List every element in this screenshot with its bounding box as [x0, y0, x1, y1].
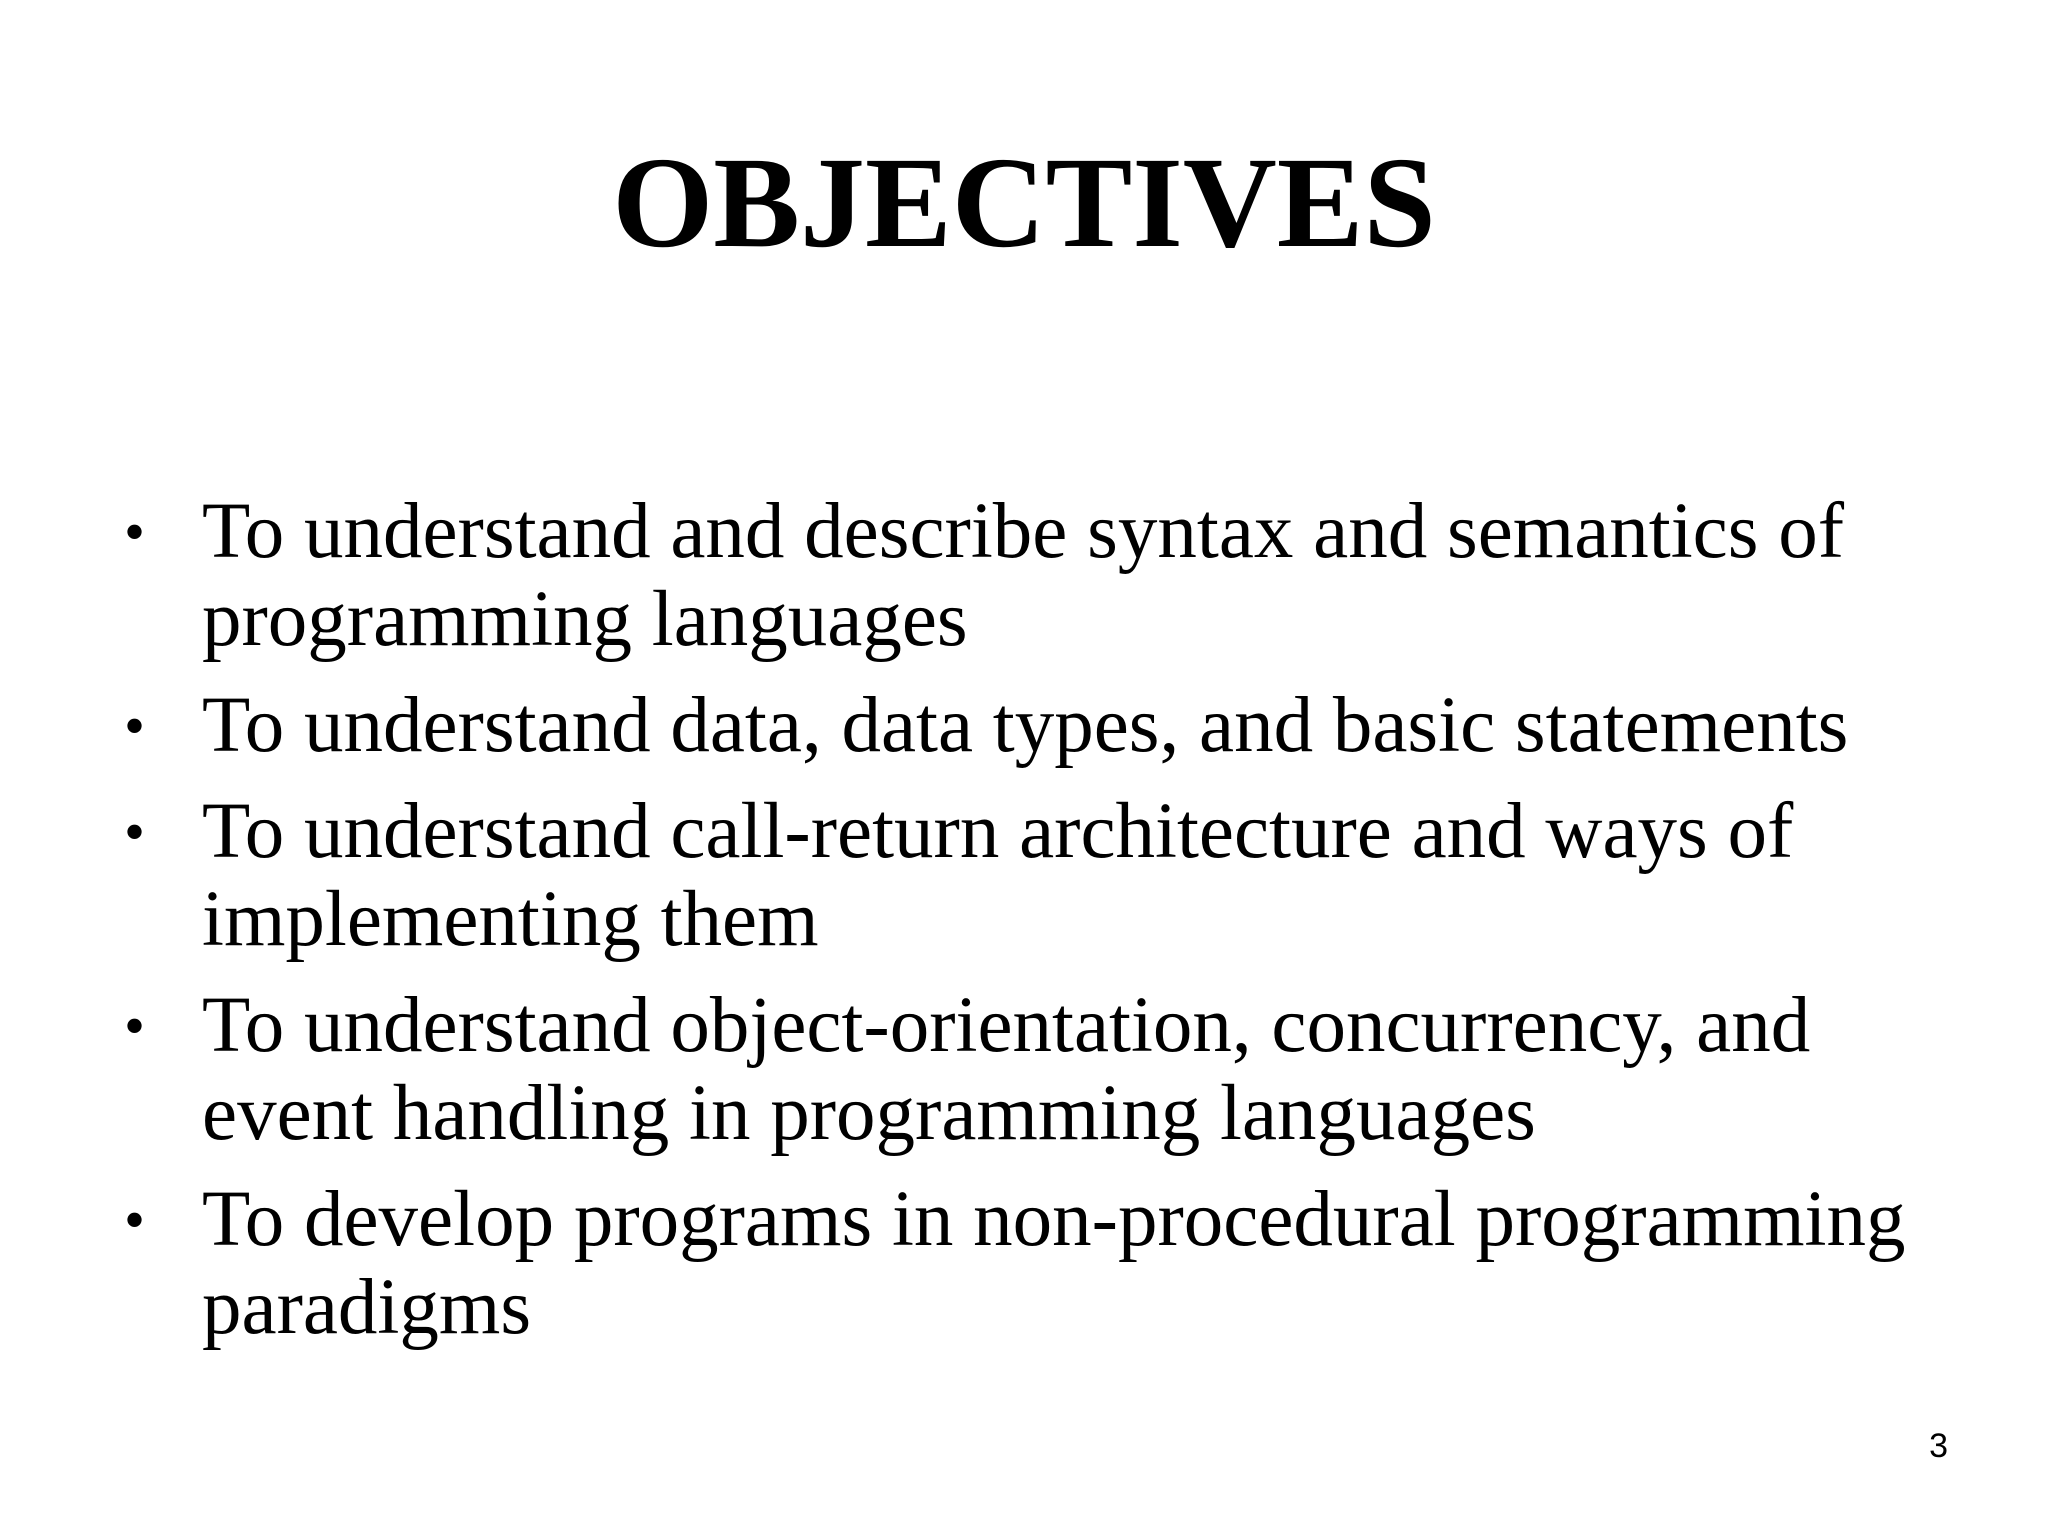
- list-item: [120, 1176, 1970, 1352]
- bullet-icon: •: [124, 499, 146, 565]
- list-item: [120, 682, 1970, 770]
- slide-title: OBJECTIVES: [612, 131, 1436, 275]
- list-item: [120, 788, 1970, 964]
- bullet-icon: •: [124, 693, 146, 759]
- list-item: [120, 982, 1970, 1158]
- objectives-list: [120, 488, 1970, 1370]
- bullet-icon: •: [124, 1187, 146, 1253]
- list-item: [120, 488, 1970, 664]
- bullet-text: To understand call-return architecture and ways of implementing them: [202, 788, 1794, 963]
- page-number: 3: [1929, 1427, 1948, 1465]
- bullet-text: To understand object-orientation, concurrency, and event handling in programming languages: [202, 982, 1811, 1157]
- bullet-text: To develop programs in non-procedural programming paradigms: [202, 1176, 1906, 1351]
- bullet-text: To understand and describe syntax and semantics of programming languages: [202, 488, 1845, 663]
- bullet-icon: •: [124, 993, 146, 1059]
- bullet-text: To understand data, data types, and basic statements: [202, 682, 1849, 769]
- bullet-icon: •: [124, 799, 146, 865]
